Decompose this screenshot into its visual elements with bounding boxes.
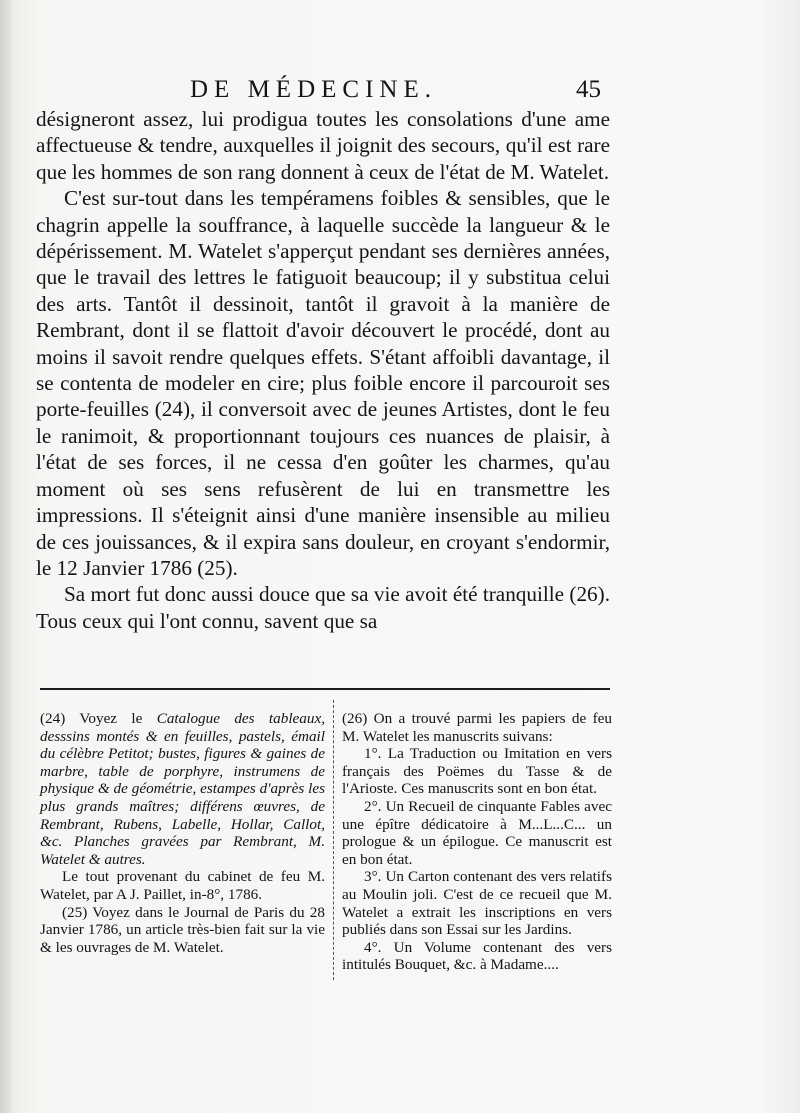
paragraph-1: désigneront assez, lui prodigua toutes les consolations d'une ame affectueuse & tendre, auxquelles il joignit des secours, qu'il est rare que les hommes de son rang donnent à ceux de l'état de M. Watelet. bbox=[36, 107, 610, 184]
footnote-separator-rule bbox=[40, 688, 610, 690]
main-text bbox=[36, 106, 610, 634]
footnote-26-item-4: 4°. Un Volume contenant des vers intitulés Bouquet, &c. à Madame.... bbox=[342, 938, 612, 974]
footnote-26-item-3: 3°. Un Carton contenant des vers relatifs au Moulin joli. C'est de ce recueil que M. Watelet a extrait les inscriptions en vers publiés dans son Essai sur les Jardins. bbox=[342, 868, 612, 939]
footnote-24-catalogue-title: Catalogue des tableaux, desssins montés & en feuilles, pastels, émail du célèbre Petitot; bustes, figures & gaines de marbre, table de porphyre, instrumens de physique & de géométrie, estampes d'après les plus grands maîtres; différens œuvres, de Rembrant, Rubens, Labelle, Hollar, Callot, &c. Planches gravées par Rembrant, M. Watelet & autres. bbox=[40, 710, 326, 868]
footnote-24 bbox=[40, 710, 325, 868]
footnote-24-tail: Le tout provenant du cabinet de feu M. Watelet, par A J. Paillet, in-8°, 1786. bbox=[40, 868, 325, 903]
page-gutter-shadow bbox=[0, 0, 14, 1113]
page-header bbox=[0, 76, 800, 110]
footnote-column-divider bbox=[333, 700, 334, 980]
footnote-26-intro: (26) On a trouvé parmi les papiers de feu M. Watelet les manuscrits suivans: bbox=[342, 710, 612, 745]
footnote-26-item-1: 1°. La Traduction ou Imitation en vers français des Poëmes du Tasse & de l'Arioste. Ces manuscrits sont en bon état. bbox=[342, 745, 612, 798]
running-title: DE MÉDECINE. bbox=[190, 76, 437, 103]
footnote-25: (25) Voyez dans le Journal de Paris du 28 Janvier 1786, un article très-bien fait sur la vie & les ouvrages de M. Watelet. bbox=[40, 903, 325, 956]
page-number: 45 bbox=[576, 76, 601, 103]
paragraph-2: C'est sur-tout dans les tempéramens foibles & sensibles, que le chagrin appelle la souffrance, à laquelle succède la langueur & le dépérissement. M. Watelet s'apperçut pendant ses dernières années, que le travail des lettres le fatiguoit beaucoup; il y substitua celui des arts. Tantôt il dessinoit, tantôt il gravoit à la manière de Rembrant, dont il se flattoit d'avoir découvert le procédé, dont au moins il savoit rendre quelques effets. S'étant affoibli davantage, il se contenta de modeler en cire; plus foible encore il parcouroit ses porte-feuilles (24), il conversoit avec de jeunes Artistes, dont le feu le ranimoit, & proportionnant toujours ces nuances de plaisir, à l'état de ses forces, il ne cessa d'en goûter les charmes, qu'au moment où ses sens refusèrent de lui en transmettre les impressions. Il s'éteignit ainsi d'une manière insensible au milieu de ces jouissances, & il expira sans douleur, en croyant s'endormir, le 12 Janvier 1786 (25). bbox=[36, 186, 610, 580]
paragraph-3: Sa mort fut donc aussi douce que sa vie avoit été tranquille (26). Tous ceux qui l'ont connu, savent que sa bbox=[36, 582, 610, 633]
footnote-24-lead: (24) Voyez le bbox=[40, 710, 157, 727]
footnotes-left-column bbox=[40, 710, 325, 956]
footnotes-right-column bbox=[342, 710, 612, 974]
footnote-26-item-2: 2°. Un Recueil de cinquante Fables avec une épître dédicatoire à M...L...C... un prologue & un épilogue. Ce manuscrit est en bon état. bbox=[342, 797, 612, 868]
